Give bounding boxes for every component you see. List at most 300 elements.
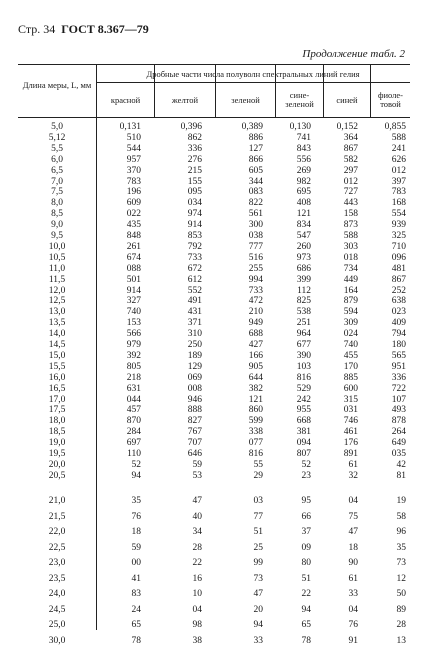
- value-cell: 964: [296, 329, 311, 340]
- value-cell: 822: [248, 198, 263, 209]
- table-row: [18, 620, 410, 630]
- table-row: [18, 589, 410, 599]
- column-header-blue: синей: [336, 95, 358, 105]
- value-cell: 55: [253, 459, 263, 470]
- table-row: [18, 166, 410, 176]
- value-cell: 42: [396, 459, 406, 470]
- length-cell: 25,0: [48, 620, 66, 630]
- length-cell: 11,5: [48, 274, 66, 285]
- value-cell: 210: [248, 307, 263, 318]
- value-cell: 04: [192, 604, 202, 615]
- value-cell: 297: [343, 165, 358, 176]
- length-cell: 19,0: [48, 438, 66, 449]
- length-cell: 20,0: [48, 459, 66, 470]
- value-cell: 588: [343, 231, 358, 241]
- table-row: [18, 155, 410, 165]
- value-cell: 325: [391, 231, 406, 241]
- value-cell: 58: [396, 511, 406, 522]
- value-cell: 707: [187, 438, 202, 449]
- value-cell: 22: [192, 558, 202, 568]
- value-cell: 431: [187, 307, 202, 318]
- value-cell: 741: [296, 132, 311, 143]
- table-row: [18, 460, 410, 470]
- value-cell: 510: [126, 132, 141, 143]
- value-cell: 686: [296, 263, 311, 274]
- value-cell: 83: [131, 589, 141, 599]
- value-cell: 65: [131, 620, 141, 630]
- value-cell: 672: [187, 263, 202, 274]
- value-cell: 96: [396, 527, 406, 537]
- value-cell: 695: [296, 187, 311, 198]
- value-cell: 878: [391, 416, 406, 427]
- value-cell: 09: [301, 542, 311, 553]
- length-cell: 12,0: [48, 285, 66, 296]
- value-cell: 767: [187, 427, 202, 438]
- table-row: [18, 187, 410, 197]
- value-cell: 390: [296, 350, 311, 361]
- value-cell: 023: [391, 307, 406, 318]
- value-cell: 166: [248, 350, 263, 361]
- data-table: [18, 64, 410, 646]
- value-cell: 399: [296, 274, 311, 285]
- value-cell: 19: [396, 496, 406, 506]
- value-cell: 189: [187, 350, 202, 361]
- value-cell: 284: [126, 427, 141, 438]
- column-header-green: зеленой: [231, 95, 260, 105]
- value-cell: 677: [296, 340, 311, 350]
- value-cell: 012: [391, 165, 406, 176]
- length-cell: 22,5: [48, 542, 66, 553]
- length-cell: 7,0: [51, 176, 63, 187]
- table-row: [18, 636, 410, 646]
- value-cell: 594: [343, 307, 358, 318]
- value-cell: 73: [253, 573, 263, 584]
- value-cell: 170: [343, 361, 358, 372]
- value-cell: 982: [296, 176, 311, 187]
- table-row: [18, 558, 410, 568]
- value-cell: 250: [187, 340, 202, 350]
- value-cell: 783: [391, 187, 406, 198]
- table-row: [18, 416, 410, 426]
- value-cell: 096: [391, 252, 406, 263]
- value-cell: 336: [391, 372, 406, 383]
- length-cell: 6,5: [51, 165, 63, 176]
- value-cell: 25: [253, 542, 263, 553]
- length-cell: 18,0: [48, 416, 66, 427]
- value-cell: 626: [391, 154, 406, 165]
- value-cell: 327: [126, 296, 141, 307]
- value-cell: 303: [343, 241, 358, 252]
- value-cell: 853: [187, 231, 202, 241]
- table-row: [18, 405, 410, 415]
- value-cell: 112: [297, 285, 311, 296]
- value-cell: 52: [131, 459, 141, 470]
- standard-number: ГОСТ 8.367—79: [61, 22, 149, 36]
- value-cell: 364: [343, 132, 358, 143]
- table-row: [18, 209, 410, 219]
- value-cell: 516: [248, 252, 263, 263]
- value-cell: 588: [391, 132, 406, 143]
- value-cell: 939: [391, 220, 406, 231]
- value-cell: 38: [192, 635, 202, 646]
- value-cell: 069: [187, 372, 202, 383]
- value-cell: 008: [187, 383, 202, 394]
- value-cell: 427: [248, 340, 263, 350]
- value-cell: 66: [301, 511, 311, 522]
- table-row: [18, 351, 410, 361]
- value-cell: 155: [187, 176, 202, 187]
- value-cell: 816: [248, 449, 263, 459]
- value-cell: 888: [187, 405, 202, 416]
- value-cell: 40: [192, 511, 202, 522]
- value-cell: 886: [248, 132, 263, 143]
- value-cell: 083: [248, 187, 263, 198]
- value-cell: 609: [126, 198, 141, 209]
- value-cell: 0,152: [336, 122, 358, 132]
- value-cell: 121: [248, 394, 263, 405]
- value-cell: 547: [296, 231, 311, 241]
- length-cell: 12,5: [48, 296, 66, 307]
- value-cell: 23: [301, 470, 311, 481]
- header-divider: [96, 82, 410, 83]
- length-cell: 11,0: [48, 263, 66, 274]
- value-cell: 241: [391, 143, 406, 154]
- length-cell: 9,5: [51, 231, 63, 241]
- value-cell: 481: [391, 263, 406, 274]
- table-header: [18, 65, 410, 118]
- value-cell: 095: [187, 187, 202, 198]
- value-cell: 392: [126, 350, 141, 361]
- value-cell: 455: [343, 350, 358, 361]
- value-cell: 866: [248, 154, 263, 165]
- table-row: [18, 231, 410, 241]
- value-cell: 16: [192, 573, 202, 584]
- value-cell: 47: [348, 527, 358, 537]
- value-cell: 129: [187, 361, 202, 372]
- value-cell: 827: [187, 416, 202, 427]
- value-cell: 65: [301, 620, 311, 630]
- value-cell: 973: [296, 252, 311, 263]
- value-cell: 825: [296, 296, 311, 307]
- length-cell: 6,0: [51, 154, 63, 165]
- value-cell: 10: [192, 589, 202, 599]
- value-cell: 605: [248, 165, 263, 176]
- value-cell: 18: [348, 542, 358, 553]
- length-cell: 13,5: [48, 318, 66, 329]
- length-cell: 10,5: [48, 252, 66, 263]
- length-cell: 15,0: [48, 350, 66, 361]
- value-cell: 0,389: [241, 122, 263, 132]
- column-group-header: Дробные части числа полуволн спектральных линий гелия: [146, 69, 360, 79]
- value-cell: 409: [391, 318, 406, 329]
- value-cell: 860: [248, 405, 263, 416]
- value-cell: 22: [301, 589, 311, 599]
- length-cell: 13,0: [48, 307, 66, 318]
- value-cell: 457: [126, 405, 141, 416]
- table-row: [18, 362, 410, 372]
- value-cell: 24: [131, 604, 141, 615]
- length-cell: 14,0: [48, 329, 66, 340]
- value-cell: 37: [301, 527, 311, 537]
- length-cell: 21,5: [48, 511, 66, 522]
- value-cell: 381: [296, 427, 311, 438]
- value-cell: 76: [131, 511, 141, 522]
- value-cell: 04: [348, 496, 358, 506]
- table-row: [18, 340, 410, 350]
- value-cell: 529: [296, 383, 311, 394]
- value-cell: 024: [343, 329, 358, 340]
- value-cell: 99: [253, 558, 263, 568]
- value-cell: 805: [126, 361, 141, 372]
- table-row: [18, 373, 410, 383]
- value-cell: 98: [192, 620, 202, 630]
- value-cell: 612: [187, 274, 202, 285]
- value-cell: 18: [131, 527, 141, 537]
- value-cell: 77: [253, 511, 263, 522]
- length-cell: 17,5: [48, 405, 66, 416]
- value-cell: 094: [296, 438, 311, 449]
- value-cell: 255: [248, 263, 263, 274]
- value-cell: 848: [126, 231, 141, 241]
- value-cell: 89: [396, 604, 406, 615]
- value-cell: 914: [126, 285, 141, 296]
- value-cell: 867: [391, 274, 406, 285]
- length-cell: 17,0: [48, 394, 66, 405]
- length-cell: 8,0: [51, 198, 63, 209]
- value-cell: 556: [296, 154, 311, 165]
- value-cell: 740: [126, 307, 141, 318]
- table-row: [18, 471, 410, 481]
- value-cell: 688: [248, 329, 263, 340]
- value-cell: 61: [348, 573, 358, 584]
- value-cell: 50: [396, 589, 406, 599]
- value-cell: 0,855: [384, 122, 406, 132]
- value-cell: 674: [126, 252, 141, 263]
- value-cell: 034: [187, 198, 202, 209]
- length-cell: 9,0: [51, 220, 63, 231]
- value-cell: 552: [187, 285, 202, 296]
- table-row: [18, 329, 410, 339]
- value-cell: 04: [348, 604, 358, 615]
- value-cell: 95: [301, 496, 311, 506]
- value-cell: 315: [343, 394, 358, 405]
- value-cell: 974: [187, 209, 202, 220]
- value-cell: 807: [296, 449, 311, 459]
- value-cell: 873: [343, 220, 358, 231]
- value-cell: 914: [187, 220, 202, 231]
- length-cell: 16,5: [48, 383, 66, 394]
- value-cell: 0,396: [180, 122, 202, 132]
- table-body: [18, 118, 410, 646]
- value-cell: 733: [187, 252, 202, 263]
- value-cell: 29: [253, 470, 263, 481]
- table-row: [18, 543, 410, 553]
- value-cell: 260: [296, 241, 311, 252]
- value-cell: 554: [391, 209, 406, 220]
- value-cell: 41: [131, 573, 141, 584]
- value-cell: 038: [248, 231, 263, 241]
- column-header-yellow: желтой: [171, 95, 199, 105]
- value-cell: 035: [391, 449, 406, 459]
- table-row: [18, 275, 410, 285]
- value-cell: 599: [248, 416, 263, 427]
- value-cell: 668: [296, 416, 311, 427]
- length-cell: 22,0: [48, 527, 66, 537]
- table-row: [18, 574, 410, 584]
- value-cell: 727: [343, 187, 358, 198]
- value-cell: 631: [126, 383, 141, 394]
- value-cell: 946: [187, 394, 202, 405]
- value-cell: 47: [253, 589, 263, 599]
- value-cell: 33: [348, 589, 358, 599]
- value-cell: 94: [301, 604, 311, 615]
- table-row: [18, 512, 410, 522]
- table-row: [18, 605, 410, 615]
- table-row: [18, 133, 410, 143]
- value-cell: 78: [301, 635, 311, 646]
- table-row: [18, 438, 410, 448]
- table-row: [18, 527, 410, 537]
- value-cell: 397: [391, 176, 406, 187]
- value-cell: 449: [343, 274, 358, 285]
- value-cell: 088: [126, 263, 141, 274]
- value-cell: 979: [126, 340, 141, 350]
- length-cell: 14,5: [48, 340, 66, 350]
- length-cell: 10,0: [48, 241, 66, 252]
- value-cell: 879: [343, 296, 358, 307]
- value-cell: 746: [343, 416, 358, 427]
- table-row: [18, 395, 410, 405]
- length-cell: 20,5: [48, 470, 66, 481]
- value-cell: 443: [343, 198, 358, 209]
- value-cell: 00: [131, 558, 141, 568]
- table-row: [18, 122, 410, 132]
- page-header: [18, 22, 149, 37]
- table-row: [18, 242, 410, 252]
- value-cell: 491: [187, 296, 202, 307]
- value-cell: 300: [248, 220, 263, 231]
- table-row: [18, 286, 410, 296]
- value-cell: 044: [126, 394, 141, 405]
- table-row: [18, 318, 410, 328]
- value-cell: 408: [296, 198, 311, 209]
- table-row: [18, 220, 410, 230]
- value-cell: 78: [131, 635, 141, 646]
- value-cell: 51: [301, 573, 311, 584]
- table-row: [18, 253, 410, 263]
- value-cell: 905: [248, 361, 263, 372]
- value-cell: 382: [248, 383, 263, 394]
- length-cell: 7,5: [51, 187, 63, 198]
- value-cell: 733: [248, 285, 263, 296]
- length-cell: 24,0: [48, 589, 66, 599]
- value-cell: 28: [396, 620, 406, 630]
- value-cell: 461: [343, 427, 358, 438]
- length-cell: 24,5: [48, 604, 66, 615]
- column-header-violet: фиоле- товой: [377, 90, 404, 109]
- value-cell: 94: [253, 620, 263, 630]
- value-cell: 110: [127, 449, 141, 459]
- value-cell: 215: [187, 165, 202, 176]
- value-cell: 264: [391, 427, 406, 438]
- value-cell: 734: [343, 263, 358, 274]
- value-cell: 834: [296, 220, 311, 231]
- value-cell: 34: [192, 527, 202, 537]
- value-cell: 76: [348, 620, 358, 630]
- value-cell: 164: [343, 285, 358, 296]
- value-cell: 472: [248, 296, 263, 307]
- value-cell: 33: [253, 635, 263, 646]
- value-cell: 600: [343, 383, 358, 394]
- value-cell: 338: [248, 427, 263, 438]
- value-cell: 310: [187, 329, 202, 340]
- value-cell: 565: [391, 350, 406, 361]
- length-cell: 5,0: [51, 122, 63, 132]
- value-cell: 644: [248, 372, 263, 383]
- value-cell: 862: [187, 132, 202, 143]
- length-cell: 30,0: [48, 635, 66, 646]
- value-cell: 544: [126, 143, 141, 154]
- value-cell: 32: [348, 470, 358, 481]
- value-cell: 638: [391, 296, 406, 307]
- table-row: [18, 427, 410, 437]
- length-cell: 18,5: [48, 427, 66, 438]
- value-cell: 949: [248, 318, 263, 329]
- value-cell: 80: [301, 558, 311, 568]
- value-cell: 435: [126, 220, 141, 231]
- length-cell: 21,0: [48, 496, 66, 506]
- value-cell: 94: [131, 470, 141, 481]
- table-continuation-label: Продолжение табл. 2: [302, 48, 405, 60]
- value-cell: 53: [192, 470, 202, 481]
- value-cell: 031: [343, 405, 358, 416]
- table-row: [18, 296, 410, 306]
- value-cell: 582: [343, 154, 358, 165]
- length-cell: 23,5: [48, 573, 66, 584]
- value-cell: 957: [126, 154, 141, 165]
- value-cell: 91: [348, 635, 358, 646]
- value-cell: 252: [391, 285, 406, 296]
- column-header-blue-green: сине- зеленой: [285, 90, 314, 109]
- value-cell: 501: [126, 274, 141, 285]
- value-cell: 816: [296, 372, 311, 383]
- value-cell: 28: [192, 542, 202, 553]
- value-cell: 783: [126, 176, 141, 187]
- value-cell: 697: [126, 438, 141, 449]
- value-cell: 180: [391, 340, 406, 350]
- value-cell: 018: [343, 252, 358, 263]
- value-cell: 649: [391, 438, 406, 449]
- value-cell: 269: [296, 165, 311, 176]
- value-cell: 077: [248, 438, 263, 449]
- value-cell: 493: [391, 405, 406, 416]
- value-cell: 13: [396, 635, 406, 646]
- page-number: Стр. 34: [18, 22, 56, 36]
- table-row: [18, 264, 410, 274]
- value-cell: 867: [343, 143, 358, 154]
- value-cell: 891: [343, 449, 358, 459]
- value-cell: 90: [348, 558, 358, 568]
- value-cell: 176: [343, 438, 358, 449]
- value-cell: 251: [296, 318, 311, 329]
- value-cell: 792: [187, 241, 202, 252]
- value-cell: 75: [348, 511, 358, 522]
- table-row: [18, 307, 410, 317]
- table-row: [18, 496, 410, 506]
- table-row: [18, 144, 410, 154]
- value-cell: 12: [396, 573, 406, 584]
- value-cell: 127: [248, 143, 263, 154]
